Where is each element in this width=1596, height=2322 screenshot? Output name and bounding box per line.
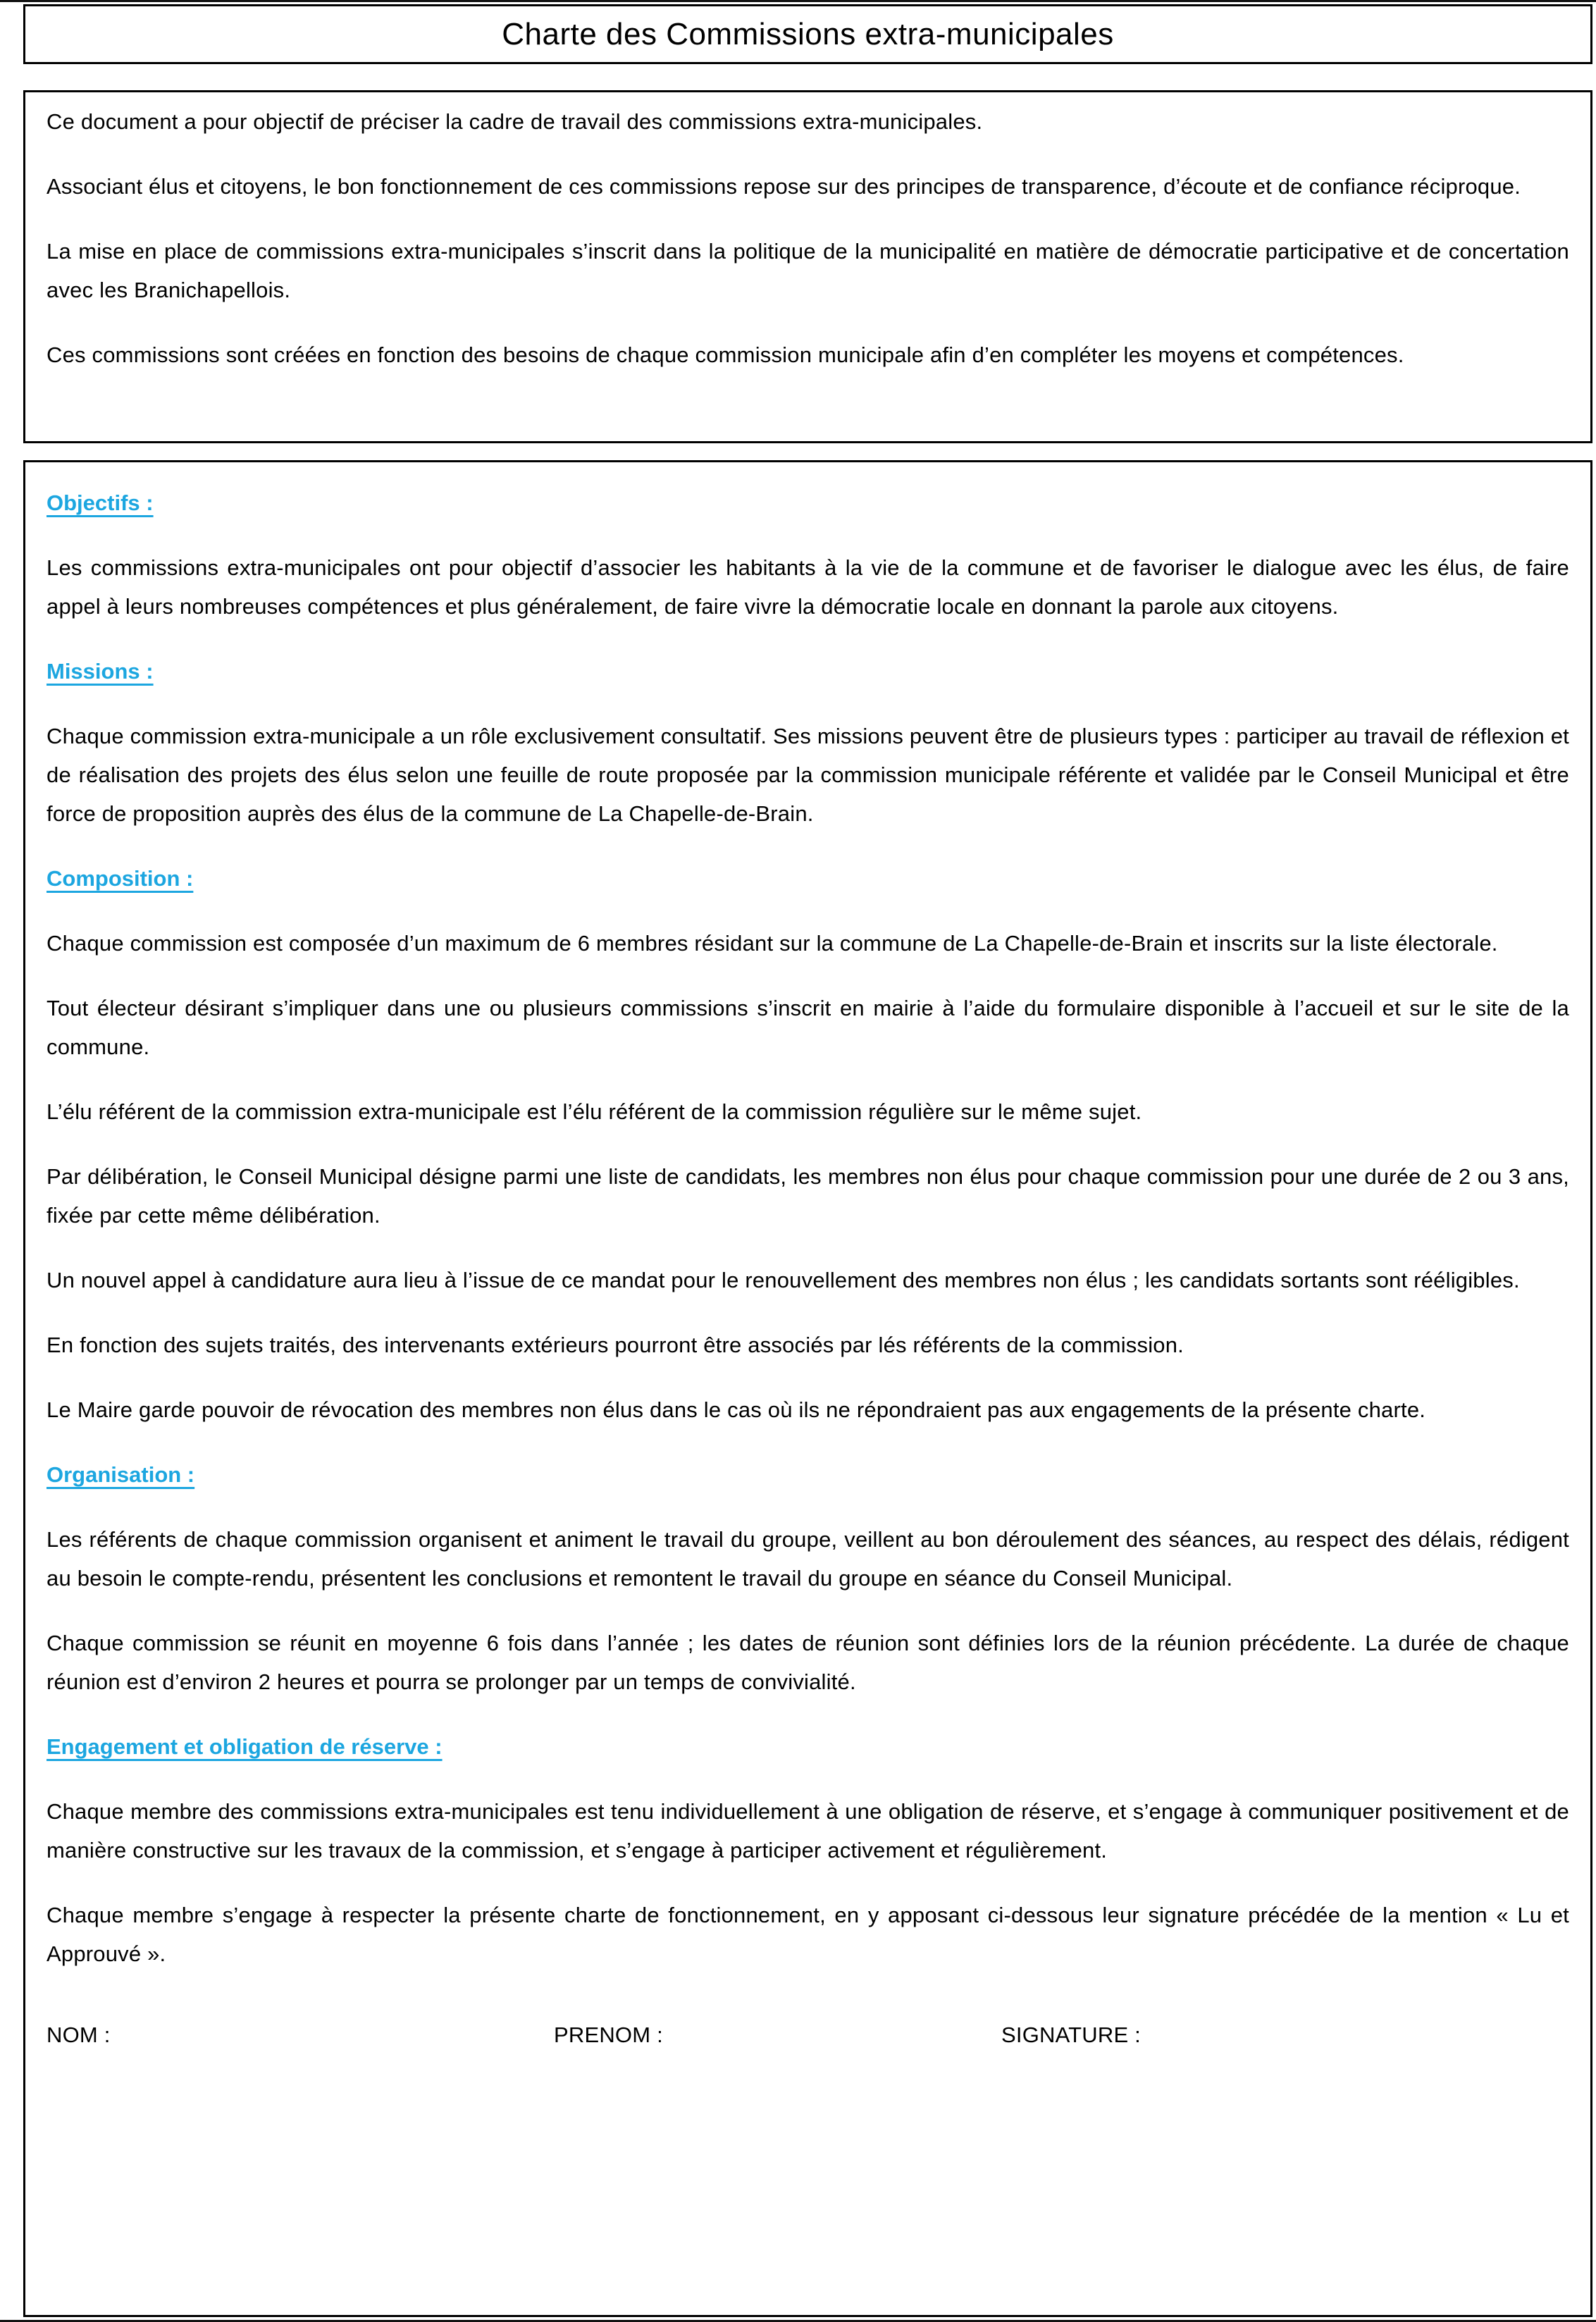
prenom-label: PRENOM : [554, 2023, 663, 2047]
section-paragraph: En fonction des sujets traités, des intervenants extérieurs pourront être associés par lés référents de la commission. [47, 1333, 1184, 1357]
intro-paragraph: La mise en place de commissions extra-municipales s’inscrit dans la politique de la municipalité en matière de démocratie participative et de concertation avec les Branichapellois. [47, 239, 1569, 302]
section-paragraph: Tout électeur désirant s’impliquer dans une ou plusieurs commissions s’inscrit en mairie à l’aide du formulaire disponible à l’accueil et sur le site de la commune. [47, 996, 1569, 1059]
section-paragraph: Un nouvel appel à candidature aura lieu à l’issue de ce mandat pour le renouvellement des membres non élus ; les candidats sortants sont rééligibles. [47, 1268, 1520, 1292]
intro-paragraph: Associant élus et citoyens, le bon fonctionnement de ces commissions repose sur des principes de transparence, d’écoute et de confiance réciproque. [47, 174, 1521, 199]
nom-label: NOM : [47, 2023, 111, 2047]
signature-row [47, 2015, 1569, 2054]
section-composition [47, 859, 1569, 1429]
title-box [23, 4, 1592, 64]
signature-label: SIGNATURE : [1001, 2023, 1141, 2047]
section-paragraph: Chaque commission est composée d’un maximum de 6 membres résidant sur la commune de La Chapelle-de-Brain et inscrits sur la liste électorale. [47, 931, 1498, 956]
page-top-rule [0, 0, 1596, 2]
section-heading-objectifs: Objectifs : [47, 490, 154, 515]
main-box [23, 460, 1592, 2317]
section-paragraph: Par délibération, le Conseil Municipal désigne parmi une liste de candidats, les membres non élus pour chaque commission pour une durée de 2 ou 3 ans, fixée par cette même délibération. [47, 1164, 1569, 1228]
section-missions [47, 652, 1569, 833]
section-engagement [47, 1727, 1569, 1973]
page-title: Charte des Commissions extra-municipales [502, 16, 1114, 51]
section-objectifs [47, 483, 1569, 626]
section-paragraph: Chaque commission extra-municipale a un rôle exclusivement consultatif. Ses missions peuvent être de plusieurs types : participer au travail de réflexion et de réalisation des projets des élus selon une feuille de route proposée par la commission municipale référente et validée par le Conseil Municipal et être force de proposition auprès des élus de la commune de La Chapelle-de-Brain. [47, 724, 1569, 826]
section-heading-organisation: Organisation : [47, 1462, 195, 1487]
section-heading-missions: Missions : [47, 659, 154, 684]
intro-box [23, 90, 1592, 443]
section-paragraph: Chaque membre des commissions extra-municipales est tenu individuellement à une obligation de réserve, et s’engage à communiquer positivement et de manière constructive sur les travaux de la commission, et s’engage à participer activement et régulièrement. [47, 1799, 1569, 1863]
section-heading-engagement: Engagement et obligation de réserve : [47, 1734, 443, 1759]
intro-paragraph: Ce document a pour objectif de préciser la cadre de travail des commissions extra-municipales. [47, 109, 983, 134]
section-organisation [47, 1455, 1569, 1701]
intro-paragraph: Ces commissions sont créées en fonction des besoins de chaque commission municipale afin d’en compléter les moyens et compétences. [47, 342, 1404, 367]
section-heading-composition: Composition : [47, 866, 194, 891]
section-paragraph: Chaque commission se réunit en moyenne 6 fois dans l’année ; les dates de réunion sont définies lors de la réunion précédente. La durée de chaque réunion est d’environ 2 heures et pourra se prolonger par un temps de convivialité. [47, 1631, 1569, 1694]
section-paragraph: Les commissions extra-municipales ont pour objectif d’associer les habitants à la vie de la commune et de favoriser le dialogue avec les élus, de faire appel à leurs nombreuses compétences et plus généralement, de faire vivre la démocratie locale en donnant la parole aux citoyens. [47, 555, 1569, 619]
section-paragraph: Le Maire garde pouvoir de révocation des membres non élus dans le cas où ils ne répondraient pas aux engagements de la présente charte. [47, 1397, 1426, 1422]
section-paragraph: L’élu référent de la commission extra-municipale est l’élu référent de la commission régulière sur le même sujet. [47, 1099, 1142, 1124]
section-paragraph: Chaque membre s’engage à respecter la présente charte de fonctionnement, en y apposant ci-dessous leur signature précédée de la mention « Lu et Approuvé ». [47, 1903, 1569, 1966]
section-paragraph: Les référents de chaque commission organisent et animent le travail du groupe, veillent au bon déroulement des séances, au respect des délais, rédigent au besoin le compte-rendu, présentent les conclusions et remontent le travail du groupe en séance du Conseil Municipal. [47, 1527, 1569, 1591]
